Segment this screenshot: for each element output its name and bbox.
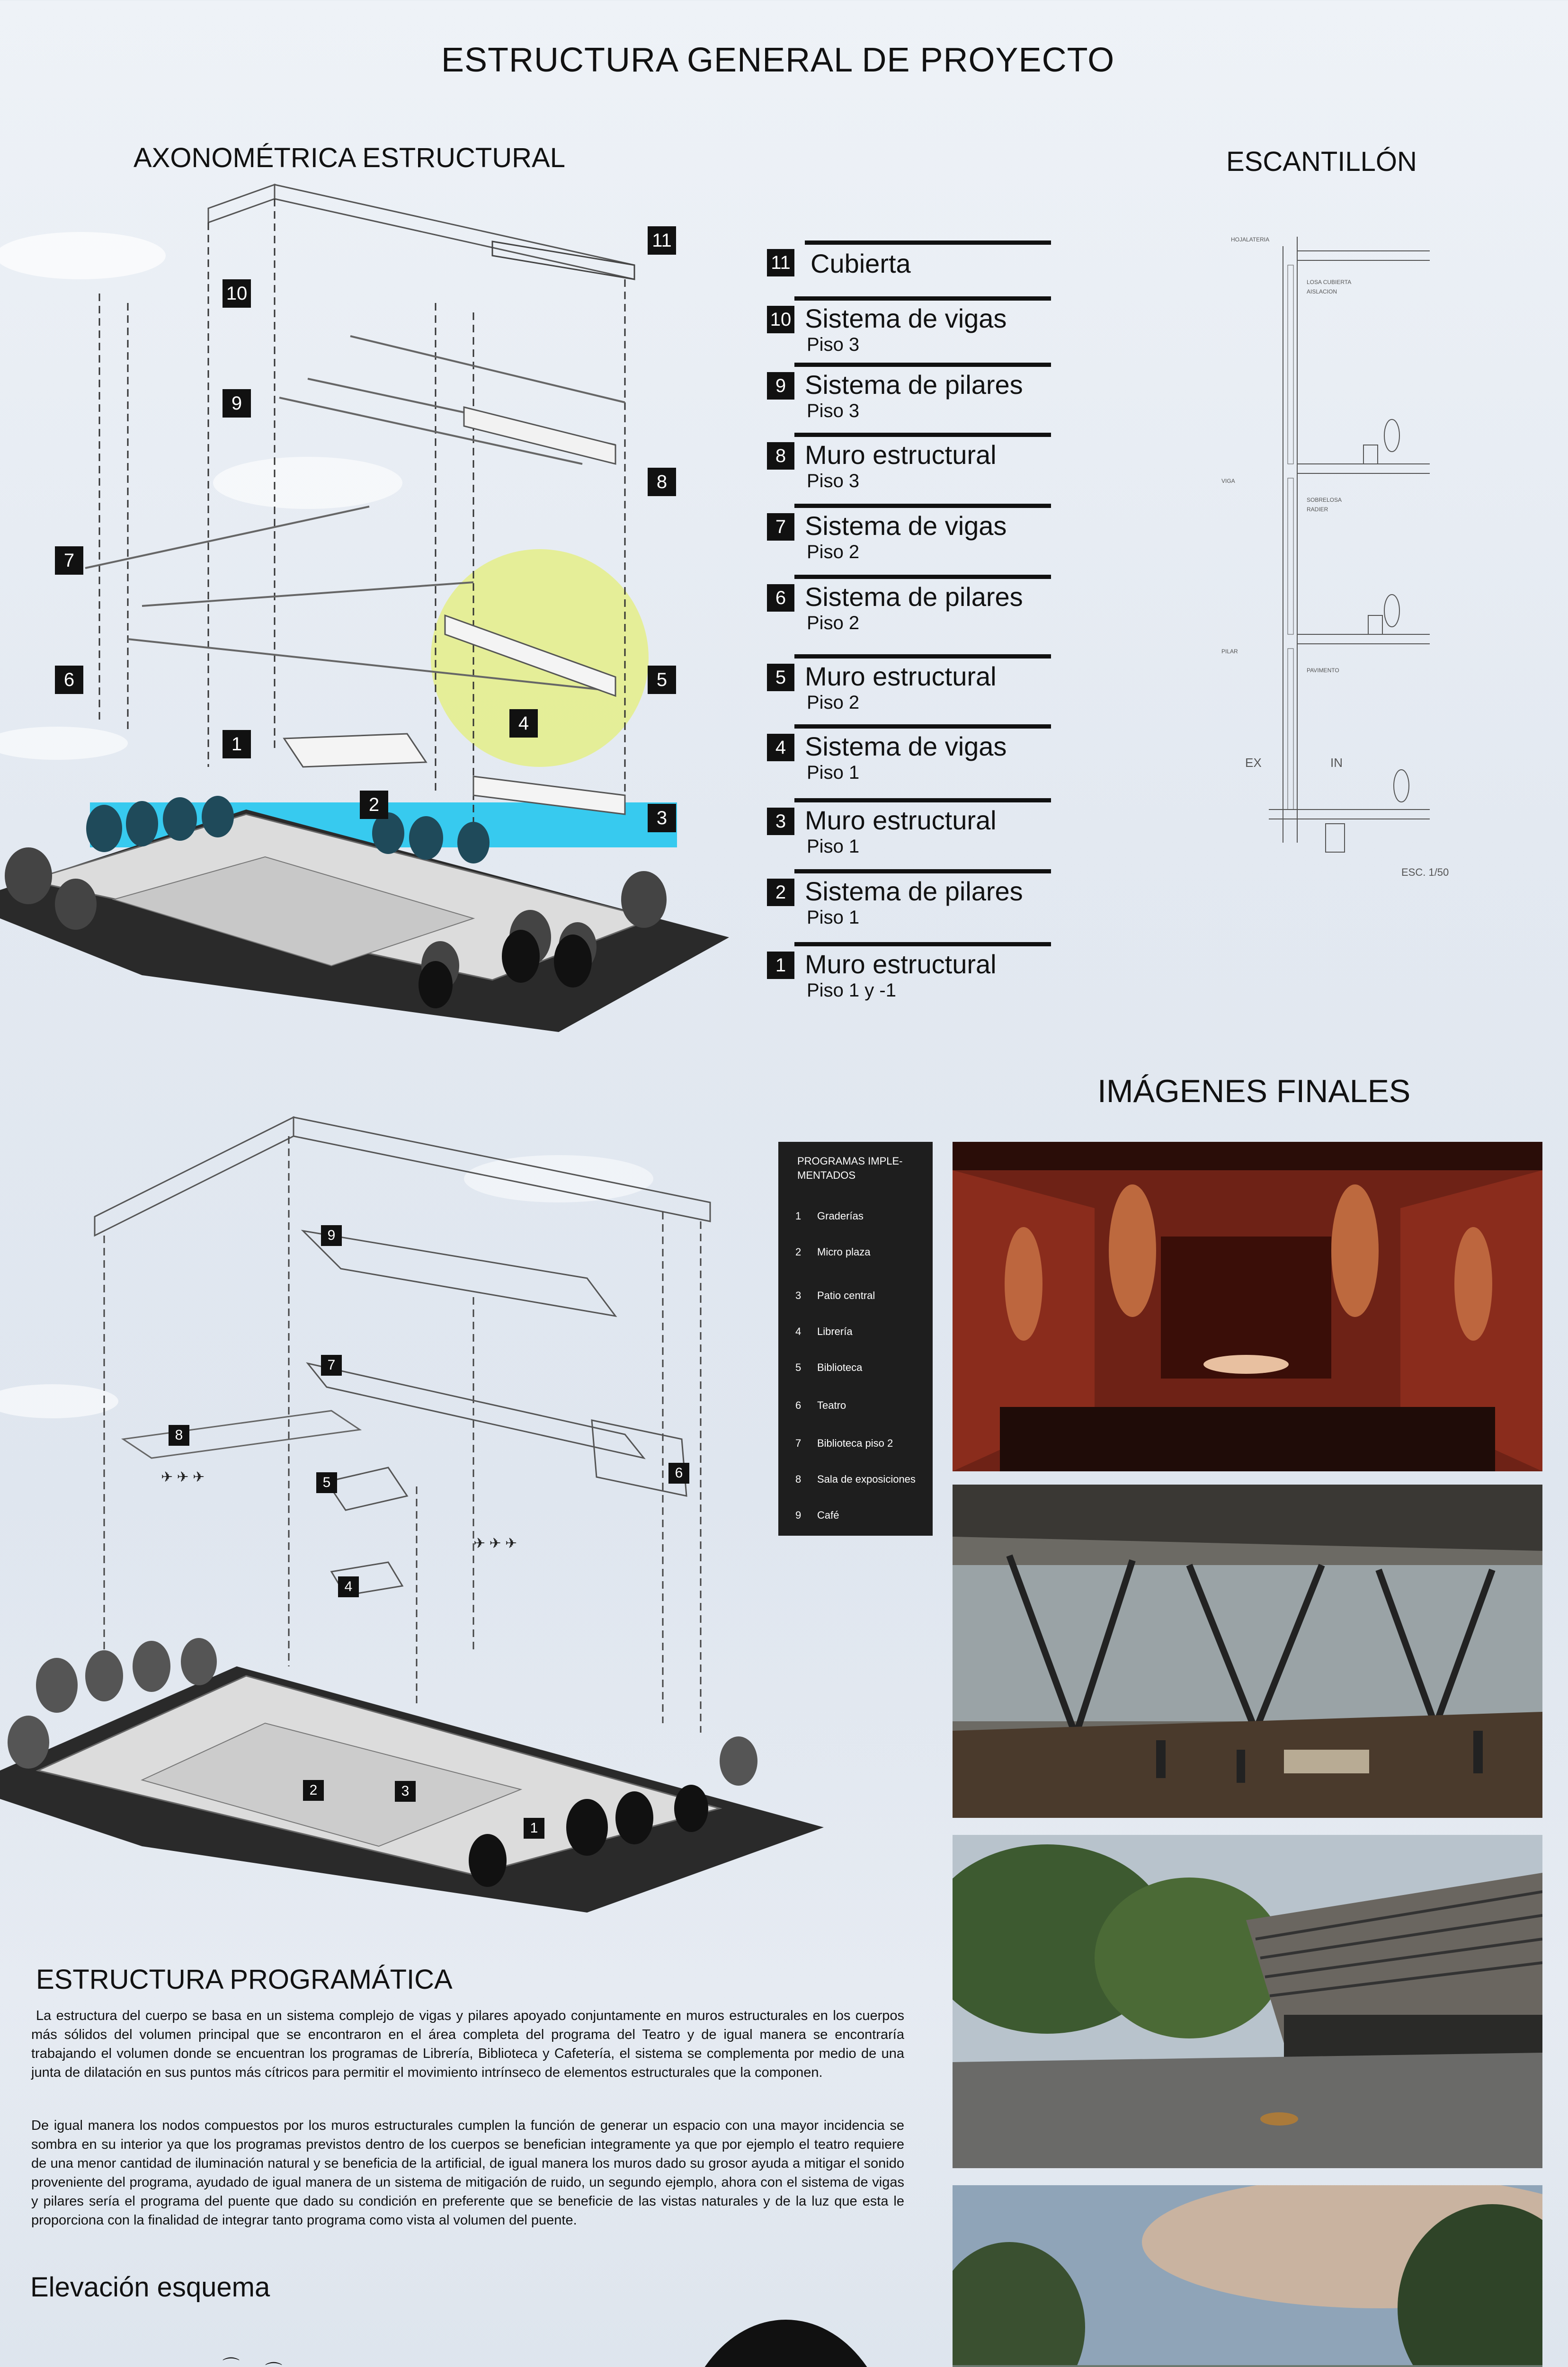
prog-badge-5: 5: [316, 1472, 337, 1493]
axo-badge-3: 3: [648, 804, 676, 832]
program-item: 9 Café: [795, 1509, 839, 1521]
programatica-title: ESTRUCTURA PROGRAMÁTICA: [36, 1964, 453, 1995]
escantillon-title: ESCANTILLÓN: [1226, 146, 1417, 177]
imagenes-title: IMÁGENES FINALES: [1097, 1073, 1411, 1109]
svg-text:VIGA: VIGA: [1221, 478, 1235, 484]
prog-badge-8: 8: [169, 1425, 189, 1446]
programatica-paragraph-1: La estructura del cuerpo se basa en un sistema complejo de vigas y pilares apoyado conjuntamente en muros estructurales en los cuerpos más sólidos del volumen principal que se encontraron en el área completa del programa del Teatro y de igual manera se encontraría trabajando el volumen donde se encuentran los programas de Librería, Biblioteca y Cafetería, el sistema se complementa por medio de una junta de dilatación en sus puntos más cítricos para permitir el movimiento intrínseco de elementos estructurales que la componen.: [31, 2008, 904, 2080]
program-item: 3 Patio central: [795, 1290, 875, 1301]
svg-text:✈ ✈ ✈: ✈ ✈ ✈: [473, 1536, 517, 1551]
prog-badge-9: 9: [321, 1225, 342, 1246]
escantillon-label: HOJALATERIA: [1231, 236, 1270, 243]
svg-text:AISLACION: AISLACION: [1307, 288, 1337, 295]
svg-text:RADIER: RADIER: [1307, 506, 1328, 513]
prog-badge-3: 3: [395, 1781, 416, 1802]
prog-badge-7: 7: [321, 1355, 342, 1376]
program-item: 8 Sala de exposiciones: [795, 1473, 916, 1485]
escantillon-label: IN: [1330, 756, 1343, 770]
escantillon-label: EX: [1245, 756, 1262, 770]
programs-header: PROGRAMAS IMPLE- MENTADOS: [797, 1155, 903, 1181]
svg-text:✈ ✈ ✈: ✈ ✈ ✈: [161, 1469, 205, 1485]
axo-badge-8: 8: [648, 468, 676, 496]
escantillon-scale: ESC. 1/50: [1401, 866, 1449, 878]
axo-badge-9: 9: [223, 389, 251, 418]
prog-badge-6: 6: [668, 1463, 689, 1484]
axo-badge-7: 7: [55, 546, 83, 575]
axo-badge-10: 10: [223, 279, 251, 308]
render-bridge-interior: [953, 1485, 1542, 1818]
svg-text:⌒: ⌒: [223, 2356, 240, 2367]
elevation-scheme-drawing: [0, 2263, 956, 2367]
axo-badge-4: 4: [509, 709, 538, 738]
program-item: 7 Biblioteca piso 2: [795, 1437, 893, 1449]
svg-text:PAVIMENTO: PAVIMENTO: [1307, 667, 1339, 674]
program-item: 6 Teatro: [795, 1399, 846, 1411]
program-item: 1 Graderías: [795, 1210, 864, 1222]
escantillon-drawing: [1212, 218, 1477, 890]
render-theatre: [953, 1142, 1542, 1471]
programatica-paragraph-2: De igual manera los nodos compuestos por los muros estructurales cumplen la función de generar un espacio con una mayor incidencia se sombra en su interior ya que los programas previstos dentro de los cuerpos se benefician integramente ya que por ejemplo el teatro requiere de una menor cantidad de iluminación natural y se beneficia de la artificial, de igual manera los muros dado su grosor ayuda a mitigar el sonido proveniente del programa, ayudado de igual manera de un sistema de mitigación de ruido, un segundo ejemplo, ahora con el sistema de vigas y pilares sería el programa del puente que dado su condición en preferente que se beneficie de las vistas naturales y de la luz que esta le proporciona con la finalidad de integrar tanto programa como vista al volumen del puente.: [31, 2118, 904, 2228]
axonometric-structural-diagram: [0, 180, 757, 1041]
program-item: 4 Librería: [795, 1326, 853, 1337]
render-plaza-exterior: [953, 1835, 1542, 2168]
program-item: 5 Biblioteca: [795, 1361, 863, 1373]
program-item: 2 Micro plaza: [795, 1246, 871, 1258]
page-title: ESTRUCTURA GENERAL DE PROYECTO: [441, 41, 1115, 79]
svg-text:⌒: [265, 2361, 282, 2367]
render-park-exterior: [953, 2185, 1542, 2367]
axo-badge-11: 11: [648, 226, 676, 255]
svg-text:PILAR: PILAR: [1221, 648, 1238, 655]
svg-text:LOSA CUBIERTA: LOSA CUBIERTA: [1307, 279, 1352, 285]
elevacion-title: Elevación esquema: [30, 2272, 270, 2303]
prog-badge-1: 1: [524, 1818, 544, 1839]
axo-badge-5: 5: [648, 666, 676, 694]
axo-section-title: AXONOMÉTRICA ESTRUCTURAL: [134, 142, 565, 173]
axo-badge-1: 1: [223, 730, 251, 758]
axo-badge-6: 6: [55, 666, 83, 694]
svg-text:SOBRELOSA: SOBRELOSA: [1307, 497, 1342, 503]
axo-badge-2: 2: [360, 791, 388, 819]
programs-list: [778, 1142, 933, 1536]
prog-badge-4: 4: [338, 1576, 359, 1597]
prog-badge-2: 2: [303, 1780, 324, 1801]
